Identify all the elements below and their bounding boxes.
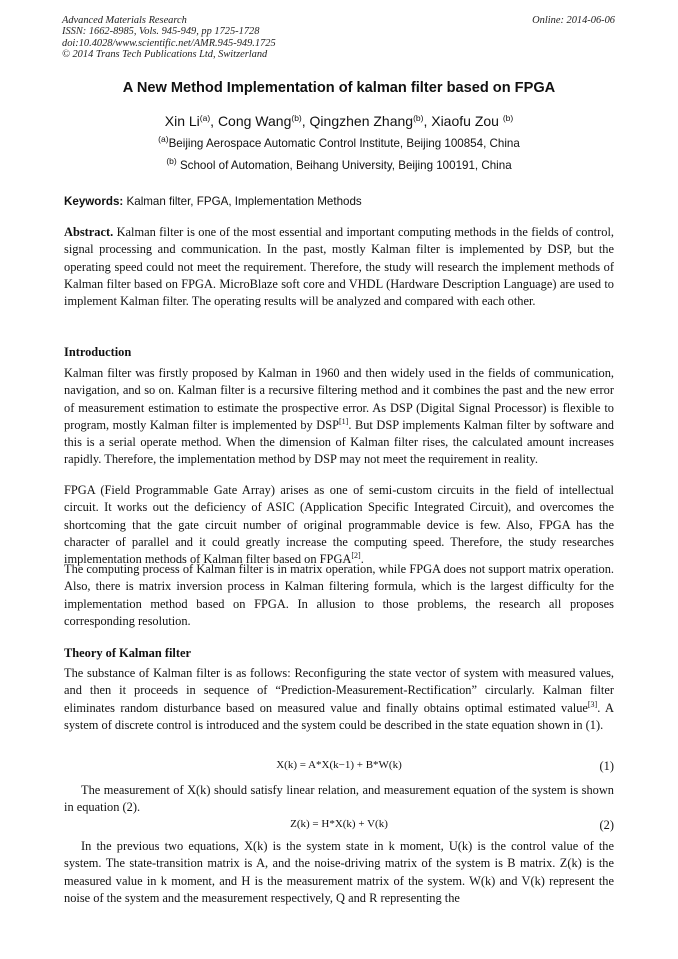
keywords	[64, 195, 614, 208]
author-affiliation-mark: (b)	[413, 113, 424, 123]
author-affiliation-mark: (a)	[199, 113, 211, 123]
intro-paragraph-1	[64, 365, 614, 469]
equation-1	[64, 759, 614, 777]
section-heading-introduction: Introduction	[64, 345, 132, 359]
abstract	[64, 224, 614, 310]
equation-formula: Z(k) = H*X(k) + V(k)	[290, 818, 388, 830]
affiliation-text: School of Automation, Beihang University, Beijing 100191, China	[179, 159, 512, 172]
doi-line: doi:10.4028/www.scientific.net/AMR.945-949.1725	[62, 37, 276, 49]
author-affiliation-mark: (b)	[502, 113, 514, 123]
equation-number: (1)	[599, 759, 614, 773]
keywords-text: Kalman filter, FPGA, Implementation Methods	[126, 195, 362, 208]
equation-2	[64, 818, 614, 836]
abstract-label: Abstract.	[64, 225, 114, 239]
copyright-line: © 2014 Trans Tech Publications Ltd, Switzerland	[62, 48, 268, 60]
author-name: , Cong Wang	[210, 113, 292, 129]
paragraph-text: FPGA (Field Programmable Gate Array) arises as one of semi-custom circuits in the field of intellectual circuit. It works out the deficiency of ASIC (Application Specific Integrated Circuit), and overcomes the shortcoming that the gate circuit number of original programmable device is few. Also, FPGA has the character of parallel and it could greatly increase the computing speed. Therefore, the study researches implementation methods of Kalman filter based on FPGA	[64, 483, 614, 567]
affiliation-text: Beijing Aerospace Automatic Control Institute, Beijing 100854, China	[168, 137, 520, 150]
citation-ref: [1]	[339, 416, 349, 426]
issn-line: ISSN: 1662-8985, Vols. 945-949, pp 1725-1728	[62, 26, 260, 38]
paper-title: A New Method Implementation of kalman filter based on FPGA	[122, 80, 556, 96]
equation-number: (2)	[599, 818, 614, 832]
theory-paragraph-1	[64, 665, 614, 734]
keywords-label: Keywords:	[64, 195, 124, 208]
affiliation-a	[0, 134, 678, 150]
paragraph-text: Kalman filter was firstly proposed by Kalman in 1960 and then widely used in the fields of communication, navigation, and so on. Kalman filter is a recursive filtering method and it combines the past and the new error of measurement estimation to estimate the prospective error. As DSP (Digital Signal Processor) is flexible to program, mostly Kalman filter is implemented by DSP	[64, 366, 614, 432]
theory-paragraph-2: The measurement of X(k) should satisfy linear relation, and measurement equation of the system is shown in equation (2).	[64, 783, 614, 815]
citation-ref: [2]	[351, 551, 361, 561]
author-affiliation-mark: (b)	[291, 113, 302, 123]
paragraph-text: . But DSP implements Kalman filter by software and this is a serial operate method. When the dimension of Kalman filter rises, the calculated amount increases rapidly. Therefore, the implementation method by DSP may not meet the requirement in reality.	[64, 417, 615, 467]
paragraph-text: . A system of discrete control is introduced and the system could be described in the state equation shown in (1).	[64, 700, 614, 732]
author-name: Xin Li	[164, 113, 200, 129]
online-date: Online: 2014-06-06	[532, 15, 615, 26]
journal-name: Advanced Materials Research	[62, 15, 187, 26]
intro-paragraph-3: The computing process of Kalman filter is in matrix operation, while FPGA does not support matrix operation. Also, there is matrix inversion process in Kalman filtering formula, which is the largest difficulty for the implementation method based on FPGA. In allusion to those problems, the research all proposes corresponding resolution.	[64, 562, 614, 628]
theory-paragraph-3: In the previous two equations, X(k) is the system state in k moment, U(k) is the control value of the system. The state-transition matrix is A, and the noise-driving matrix of the system is B matrix. Z(k) is the measured value in k moment, and H is the measurement matrix of the system. W(k) and V(k) represent the noise of the system and the measurement respectively, Q and R representing the	[64, 839, 614, 905]
citation-ref: [3]	[587, 699, 598, 709]
equation-formula: X(k) = A*X(k−1) + B*W(k)	[276, 759, 402, 771]
author-name: , Qingzhen Zhang	[301, 113, 414, 129]
author-list	[0, 113, 678, 129]
paragraph-text: The substance of Kalman filter is as follows: Reconfiguring the state vector of system with measured values, and then it proceeds in sequence of “Prediction-Measurement-Rectification” circularly. Kalman filter eliminates random disturbance based on measured value and finally obtains optimal estimated value	[64, 666, 614, 715]
affiliation-mark: (b)	[166, 156, 177, 166]
journal-header	[62, 15, 615, 60]
paragraph-text: .	[360, 552, 364, 567]
affiliation-b	[0, 156, 678, 172]
intro-paragraph-2	[64, 482, 614, 568]
author-name: , Xiaofu Zou	[423, 113, 499, 129]
affiliation-mark: (a)	[158, 134, 169, 144]
section-heading-theory: Theory of Kalman filter	[64, 646, 191, 660]
abstract-text: Kalman filter is one of the most essential and important computing methods in the fields of control, signal processing and communication. In the past, mostly Kalman filter is implemented by DSP, but the operating speed could not meet the requirement. Therefore, the study will research the implement methods of Kalman filter based on FPGA. MicroBlaze soft core and VHDL (Hardware Description Language) are used to implement Kalman filter. The operating results will be analyzed and compared with each other.	[64, 225, 614, 309]
